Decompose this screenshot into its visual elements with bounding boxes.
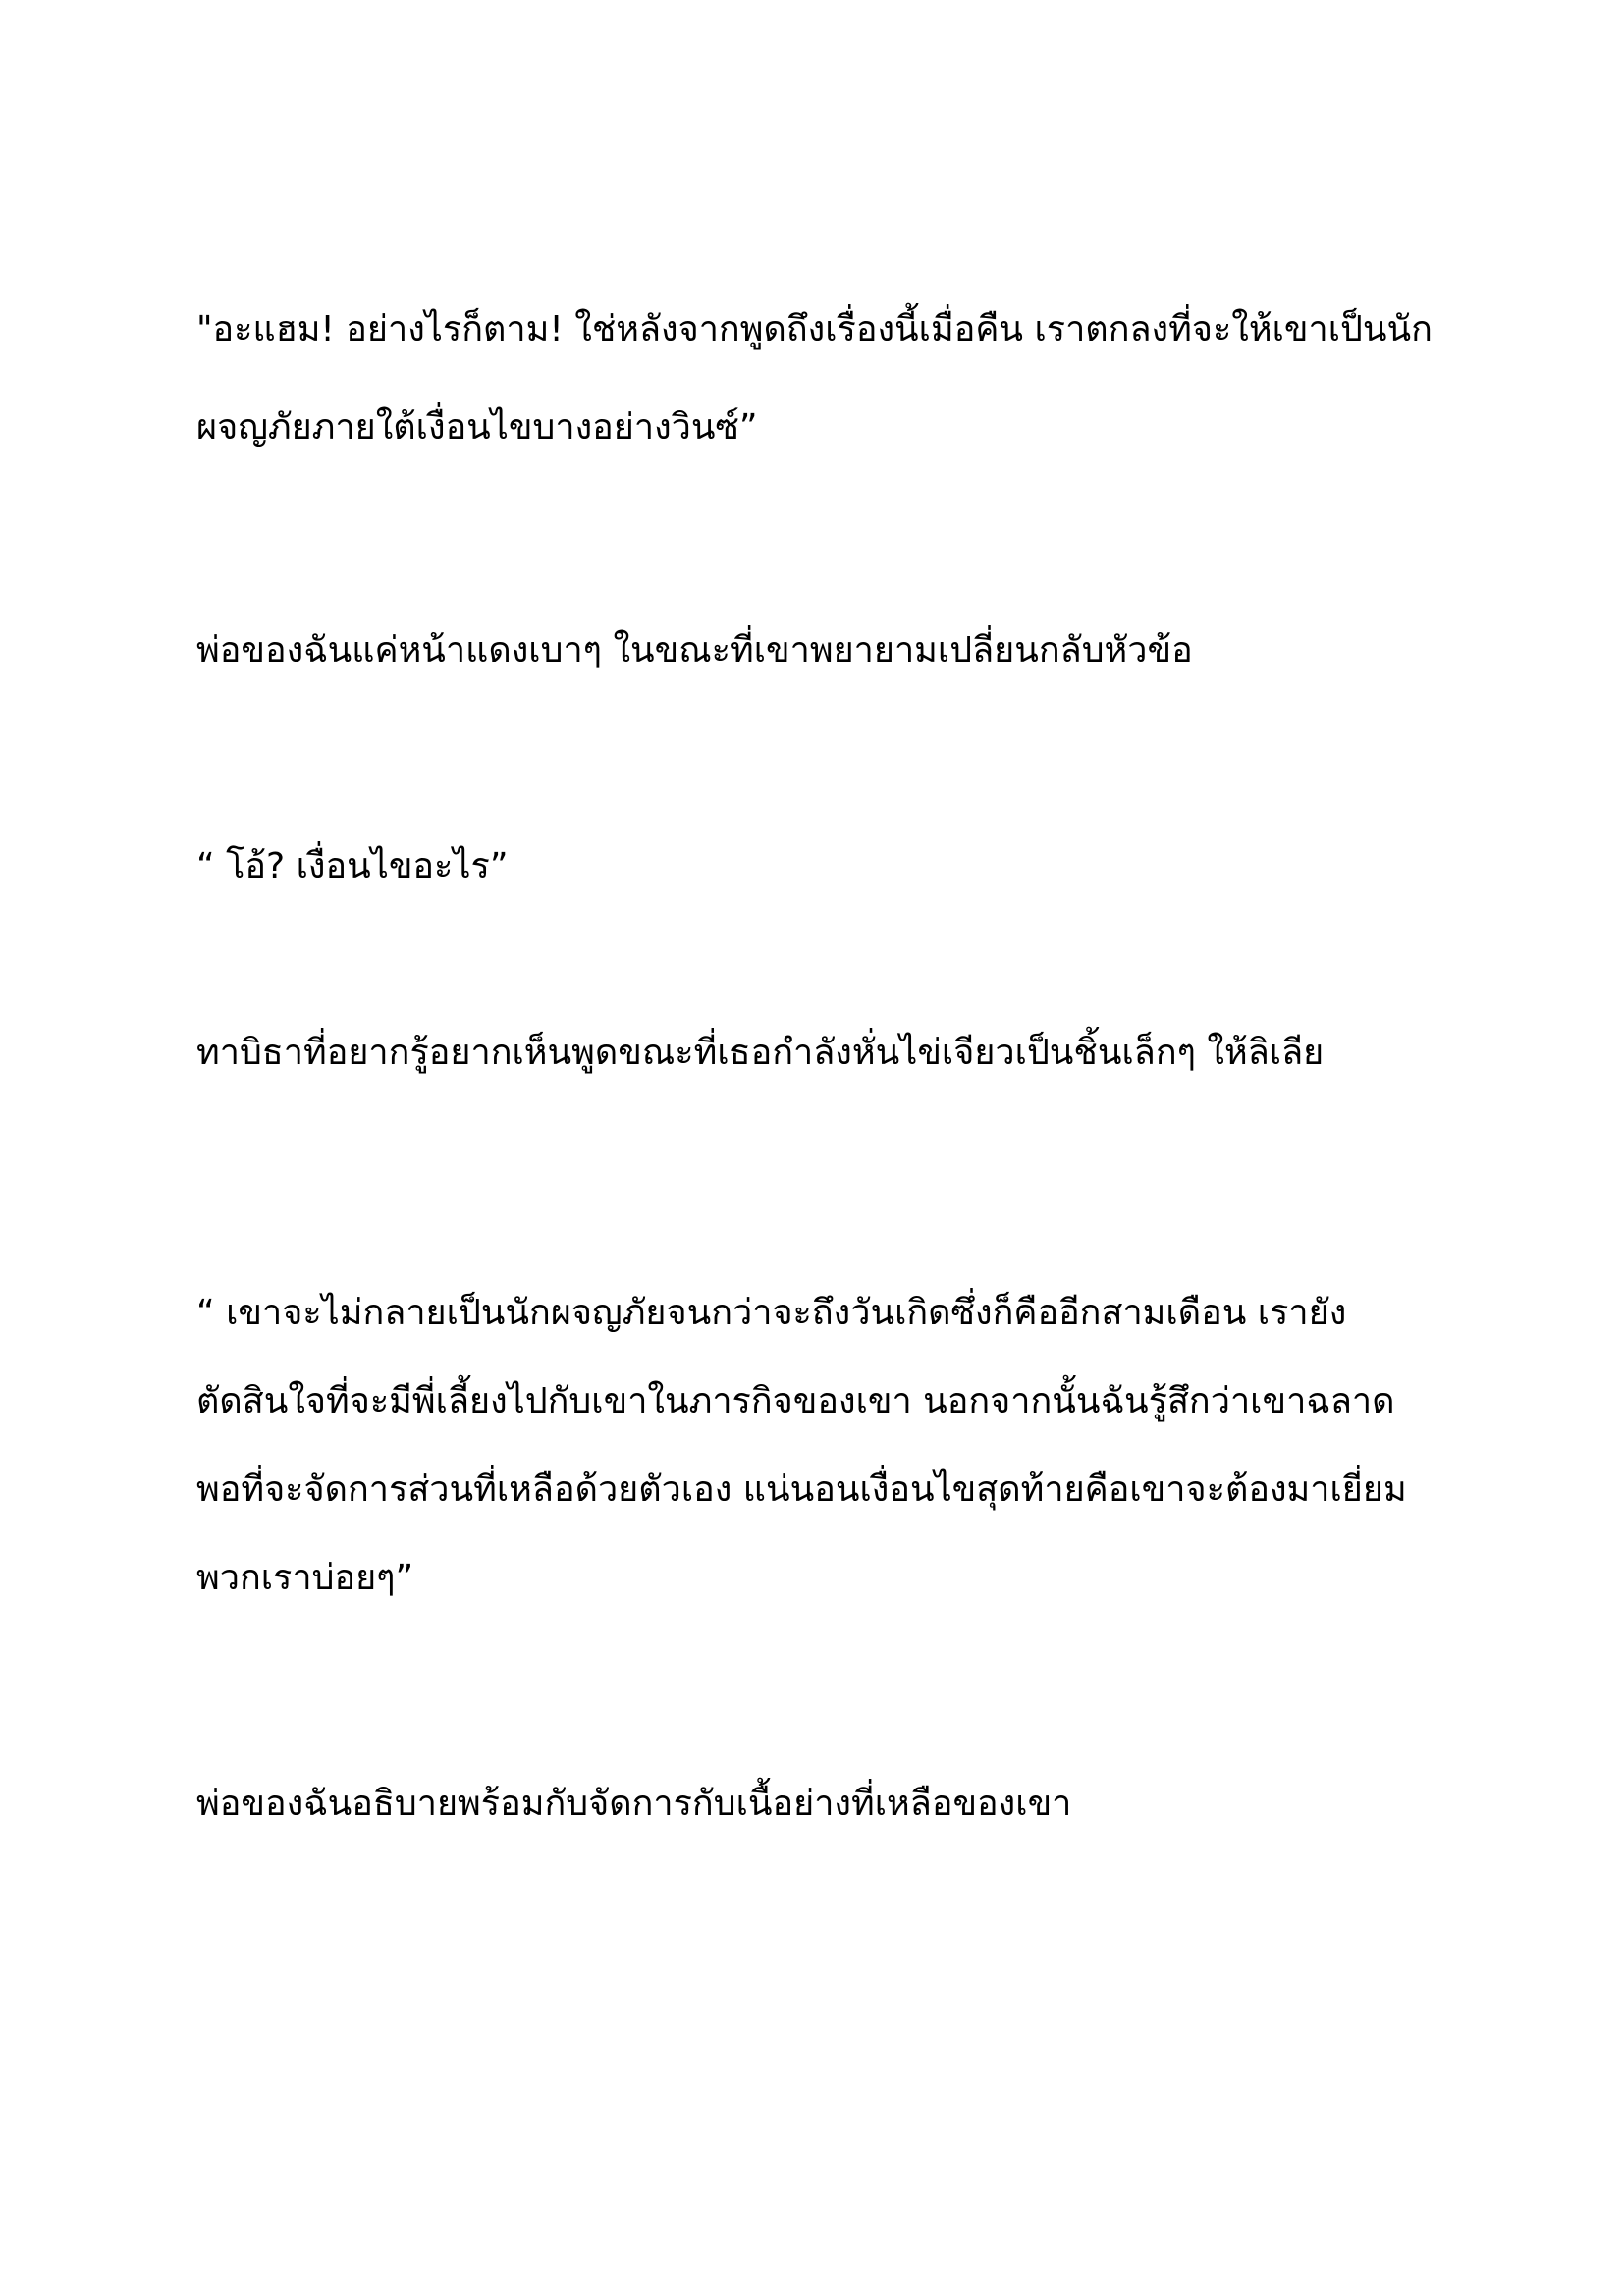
paragraph-3-line-1: “ โอ้? เงื่อนไขอะไร” xyxy=(196,846,509,886)
paragraph-5-line-3: พอที่จะจัดการส่วนที่เหลือด้วยตัวเอง แน่นอนเงื่อนไขสุดท้ายคือเขาจะต้องมาเยี่ยม xyxy=(196,1469,1407,1510)
paragraph-2-line-1: พ่อของฉันแค่หน้าแดงเบาๆ ในขณะที่เขาพยายามเปลี่ยนกลับหัวข้อ xyxy=(196,630,1193,670)
paragraph-4-line-1: ทาบิธาที่อยากรู้อยากเห็นพูดขณะที่เธอกำลังหั่นไข่เจียวเป็นชิ้นเล็กๆ ให้ลิเลีย xyxy=(196,1033,1325,1073)
paragraph-6-line-1: พ่อของฉันอธิบายพร้อมกับจัดการกับเนื้อย่างที่เหลือของเขา xyxy=(196,1784,1072,1824)
paragraph-5-line-4: พวกเราบ่อยๆ” xyxy=(196,1558,414,1598)
paragraph-5-line-1: “ เขาจะไม่กลายเป็นนักผจญภัยจนกว่าจะถึงวันเกิดซึ่งก็คืออีกสามเดือน เรายัง xyxy=(196,1293,1347,1333)
paragraph-5-line-2: ตัดสินใจที่จะมีพี่เลี้ยงไปกับเขาในภารกิจของเขา นอกจากนั้นฉันรู้สึกว่าเขาฉลาด xyxy=(196,1381,1395,1421)
paragraph-1-line-1: "อะแฮม! อย่างไรก็ตาม! ใช่หลังจากพูดถึงเรื่องนี้เมื่อคืน เราตกลงที่จะให้เขาเป็นนัก xyxy=(196,309,1433,349)
paragraph-1-line-2: ผจญภัยภายใต้เงื่อนไขบางอย่างวินซ์” xyxy=(196,407,758,448)
